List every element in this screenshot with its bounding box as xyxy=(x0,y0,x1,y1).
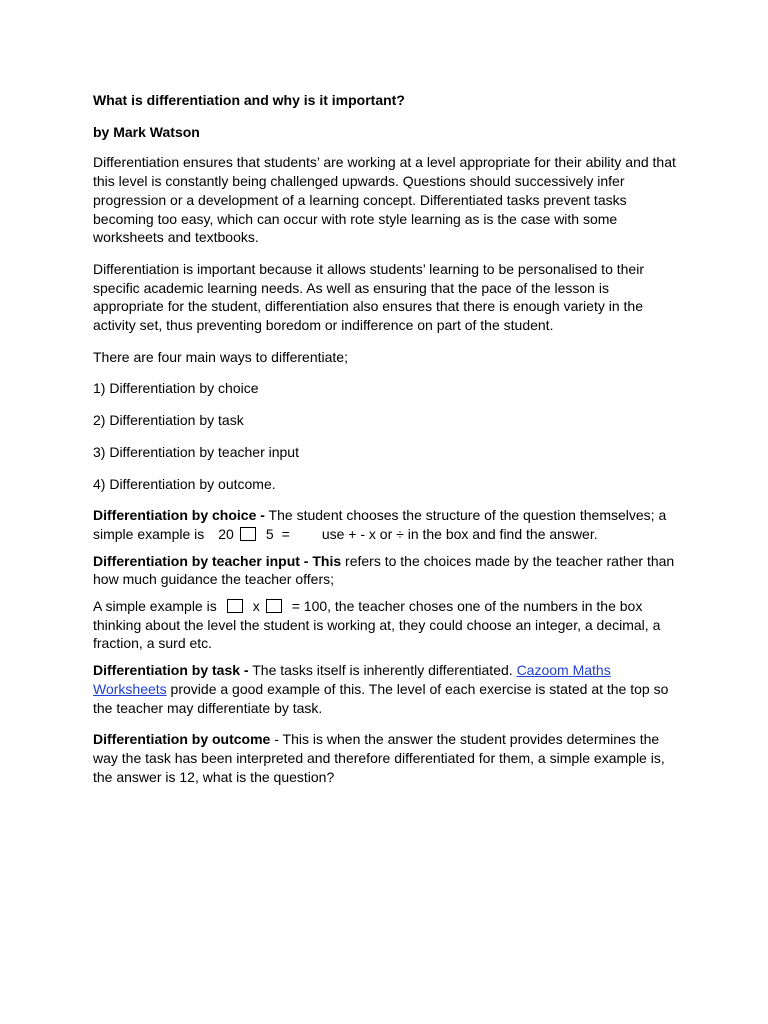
example-start: A simple example is xyxy=(93,598,217,615)
document-title: What is differentiation and why is it important? xyxy=(93,92,405,108)
ways-list xyxy=(93,379,683,493)
choice-text: The student chooses the structure of the question themselves; a simple example is xyxy=(93,507,667,542)
outcome-heading: Differentiation by outcome xyxy=(93,731,271,748)
choice-instruction: use + - x or ÷ in the box and find the answer. xyxy=(321,525,598,542)
teacher-input-paragraph xyxy=(93,552,683,589)
task-text: The tasks itself is inherently differentiated. xyxy=(248,662,517,679)
cazoom-worksheets-link[interactable]: Cazoom Maths Worksheets xyxy=(93,662,611,697)
teacher-input-text: refers to the choices made by the teacher rather than how much guidance the teacher offers; xyxy=(93,552,675,588)
ways-list-item: 1) Differentiation by choice xyxy=(93,380,259,397)
ways-list-item: 4) Differentiation by outcome. xyxy=(93,475,276,492)
teacher-input-heading: Differentiation by teacher input - This xyxy=(93,552,342,569)
choice-number-1: 20 xyxy=(218,525,234,542)
intro-paragraph-2: Differentiation is important because it allows students’ learning to be personalised to their specific academic learning needs. As well as ensuring that the pace of the lesson is appropriate for the student, differentiation also ensures that there is enough variety in the activity set, thus preventing boredom or indifference on part of the student. xyxy=(93,260,644,334)
teacher-input-example xyxy=(93,597,683,653)
task-heading: Differentiation by task - xyxy=(93,662,249,679)
example-rest: = 100, the teacher choses one of the numbers in the box thinking about the level the student is working at, they could choose an integer, a decimal, a fraction, a surd etc. xyxy=(93,598,661,652)
number-box-2 xyxy=(266,599,282,613)
times-sign: x xyxy=(252,598,260,615)
document-body xyxy=(93,91,683,799)
choice-number-2: 5 xyxy=(265,525,274,542)
choice-equals: = xyxy=(281,525,290,542)
choice-heading: Differentiation by choice - xyxy=(93,507,265,524)
choice-paragraph xyxy=(93,506,683,543)
task-text-2: provide a good example of this. The level of each exercise is stated at the top so the teacher may differentiate by task. xyxy=(93,680,669,716)
number-box-1 xyxy=(227,599,243,613)
task-paragraph xyxy=(93,661,683,717)
document-author: by Mark Watson xyxy=(93,123,200,140)
ways-intro: There are four main ways to differentiate; xyxy=(93,348,348,365)
intro-paragraph-1: Differentiation ensures that students’ are working at a level appropriate for their ability and that this level is constantly being challenged upwards. Questions should successively infer progression or a development of a learning concept. Differentiated tasks prevent tasks becoming too easy, which can occur with rote style learning as is the case with some worksheets and textbooks. xyxy=(93,154,676,246)
ways-list-item: 3) Differentiation by teacher input xyxy=(93,443,299,460)
operator-box xyxy=(240,527,256,541)
ways-list-item: 2) Differentiation by task xyxy=(93,412,244,429)
outcome-text: - This is when the answer the student provides determines the way the task has been interpreted and therefore differentiated for them, a simple example is, the answer is 12, what is the question? xyxy=(93,731,665,785)
outcome-paragraph xyxy=(93,730,683,786)
